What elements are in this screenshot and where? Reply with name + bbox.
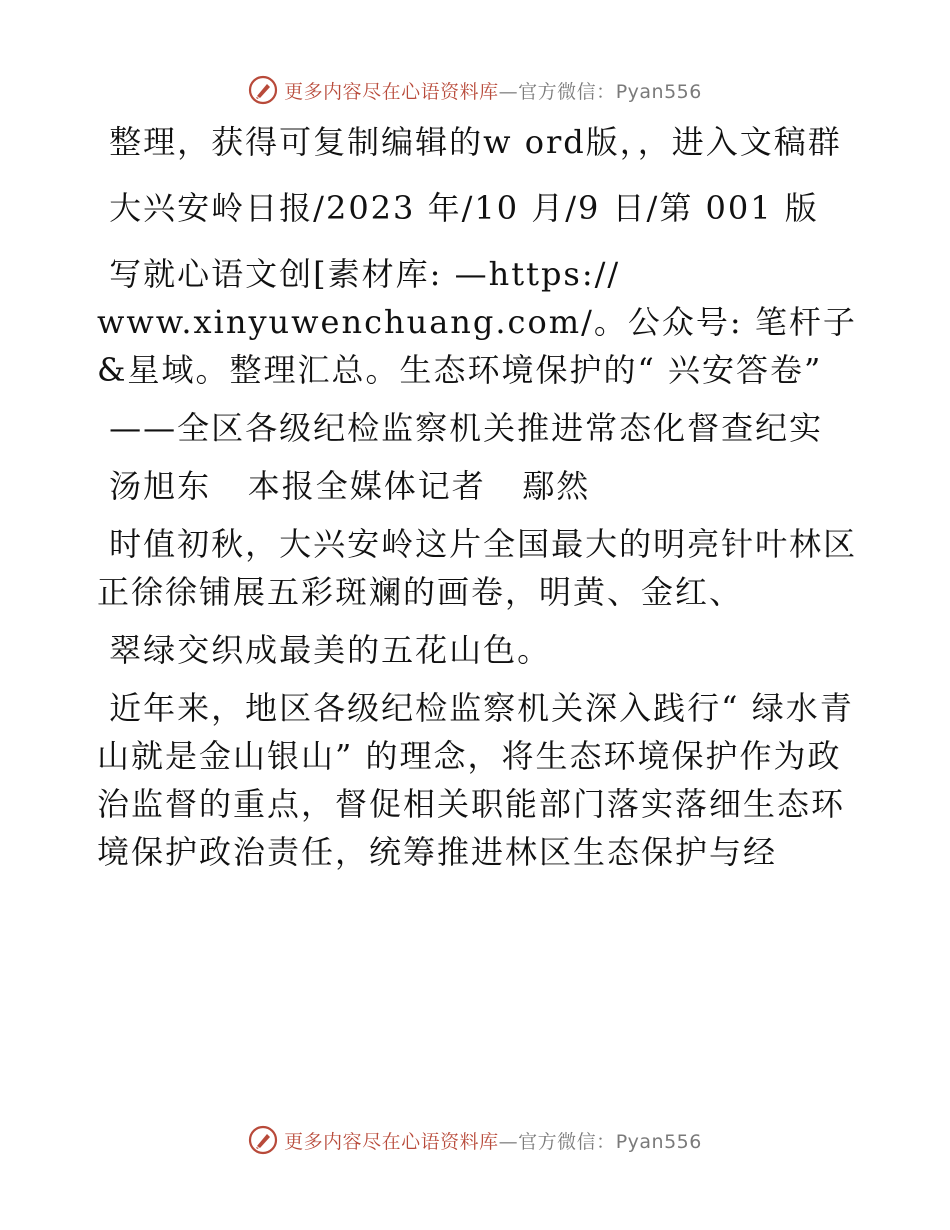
paragraph-autumn: 时值初秋，大兴安岭这片全国最大的明亮针叶林区正徐徐铺展五彩斑斓的画卷，明黄、金红、: [97, 525, 858, 611]
header-banner-wechat-id: Pyan556: [615, 80, 702, 103]
spacer: [97, 510, 867, 520]
paragraph-source: 大兴安岭日报/2023 年/10 月/9 日/第 001 版: [97, 189, 819, 227]
spacer: [97, 674, 867, 684]
footer-banner-dash: —: [498, 1130, 519, 1153]
document-body: [97, 118, 867, 876]
footer-banner-inner: [248, 1125, 702, 1155]
paragraph-colors: 翠绿交织成最美的五花山色。: [97, 631, 552, 669]
paragraph-intro: 整理，获得可复制编辑的w ord版，，进入文稿群: [97, 123, 842, 161]
pen-logo-icon: [248, 1125, 278, 1155]
footer-banner-wechat-id: Pyan556: [615, 1130, 702, 1153]
spacer: [97, 616, 867, 626]
paragraph-subtitle: ——全区各级纪检监察机关推进常态化督查纪实: [97, 409, 824, 447]
footer-banner-main: 更多内容尽在心语资料库: [284, 1130, 499, 1153]
paragraph-credit-line2: www.xinyuwenchuang.com/。公众号: 笔杆子&星域。整理汇总。生态环境保护的“ 兴安答卷”: [97, 303, 857, 389]
spacer: [97, 394, 867, 404]
paragraph-recent-years: 近年来，地区各级纪检监察机关深入践行“ 绿水青山就是金山银山” 的理念，将生态环境保护作为政治监督的重点，督促相关职能部门落实落细生态环境保护政治责任，统筹推进林区生态保护与经: [97, 689, 854, 871]
header-banner-text: [284, 77, 702, 104]
header-banner-inner: [248, 75, 702, 105]
paragraph-byline: 汤旭东 本报全媒体记者 鄢然: [97, 467, 591, 505]
footer-banner-text: [284, 1127, 702, 1154]
pen-logo-icon: [248, 75, 278, 105]
footer-banner-official: 官方微信：: [518, 1130, 616, 1153]
header-banner-dash: —: [498, 80, 519, 103]
header-banner-main: 更多内容尽在心语资料库: [284, 80, 499, 103]
header-banner-official: 官方微信：: [518, 80, 616, 103]
spacer: [97, 166, 867, 184]
footer-banner: [0, 1120, 950, 1160]
spacer: [97, 232, 867, 250]
paragraph-credit-line1: 写就心语文创[素材库: —https://: [97, 255, 621, 293]
header-banner: [0, 70, 950, 110]
spacer: [97, 452, 867, 462]
